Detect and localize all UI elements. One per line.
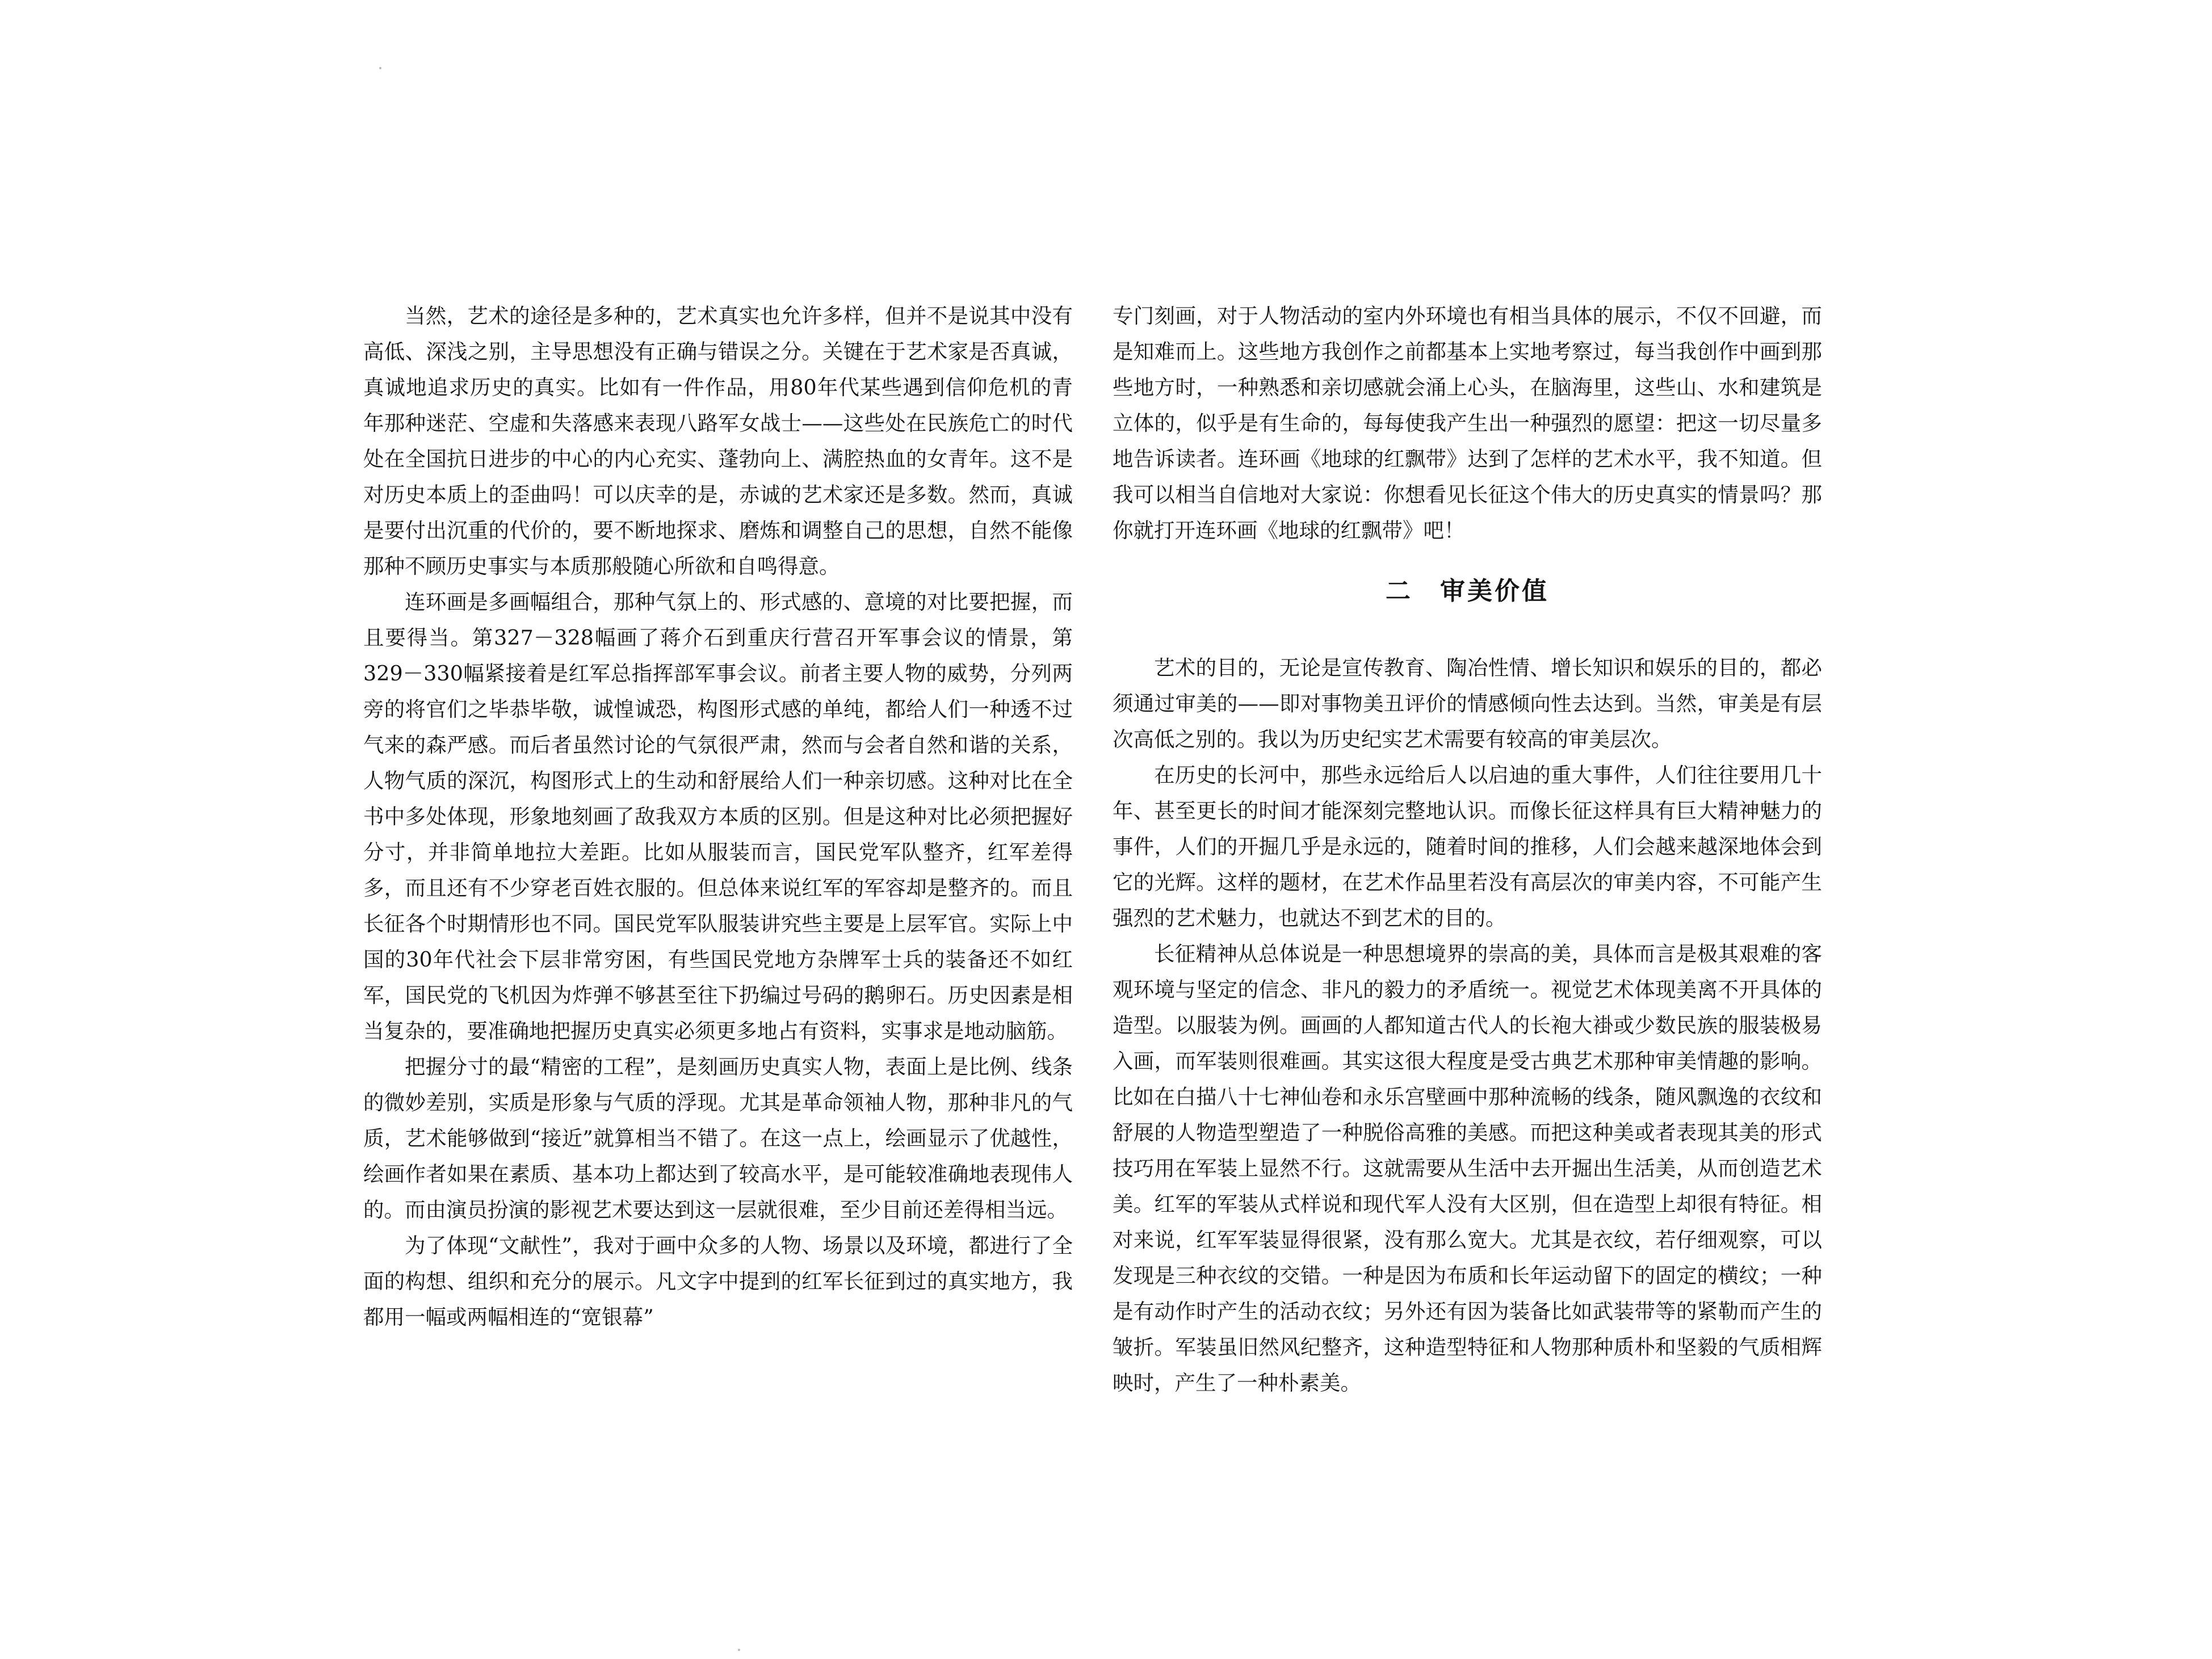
scan-speck-top — [379, 67, 381, 69]
scan-speck-bottom — [738, 1649, 740, 1651]
body-paragraph: 把握分寸的最“精密的工程”，是刻画历史真实人物，表面上是比例、线条的微妙差别，实质是形象与气质的浮现。尤其是革命领袖人物，那种非凡的气质，艺术能够做到“接近”就算相当不错了。在这一点上，绘画显示了优越性，绘画作者如果在素质、基本功上都达到了较高水平，是可能较准确地表现伟人的。而由演员扮演的影视艺术要达到这一层就很难，至少目前还差得相当远。 — [363, 1055, 1073, 1222]
body-paragraph: 连环画是多画幅组合，那种气氛上的、形式感的、意境的对比要把握，而且要得当。第327－328幅画了蒋介石到重庆行营召开军事会议的情景，第329－330幅紧接着是红军总指挥部军事会议。前者主要人物的威势，分列两旁的将官们之毕恭毕敬，诚惶诚恐，构图形式感的单纯，都给人们一种透不过气来的森严感。而后者虽然讨论的气氛很严肃，然而与会者自然和谐的关系，人物气质的深沉，构图形式上的生动和舒展给人们一种亲切感。这种对比在全书中多处体现，形象地刻画了敌我双方本质的区别。但是这种对比必须把握好分寸，并非简单地拉大差距。比如从服装而言，国民党军队整齐，红军差得多，而且还有不少穿老百姓衣服的。但总体来说红军的军容却是整齐的。而且长征各个时期情形也不同。国民党军队服装讲究些主要是上层军官。实际上中国的30年代社会下层非常穷困，有些国民党地方杂牌军士兵的装备还不如红军，国民党的飞机因为炸弹不够甚至往下扔编过号码的鹅卵石。历史因素是相当复杂的，要准确地把握历史真实必须更多地占有资料，实事求是地动脑筋。 — [363, 590, 1073, 1043]
right-column — [1113, 298, 1822, 1401]
section-heading: 二 审美价值 — [1386, 577, 1549, 606]
body-paragraph: 长征精神从总体说是一种思想境界的崇高的美，具体而言是极其艰难的客观环境与坚定的信念、非凡的毅力的矛盾统一。视觉艺术体现美离不开具体的造型。以服装为例。画画的人都知道古代人的长袍大褂或少数民族的服装极易入画，而军装则很难画。其实这很大程度是受古典艺术那种审美情趣的影响。比如在白描八十七神仙卷和永乐宫壁画中那种流畅的线条，随风飘逸的衣纹和舒展的人物造型塑造了一种脱俗高雅的美感。而把这种美或者表现其美的形式技巧用在军装上显然不行。这就需要从生活中去开掘出生活美，从而创造艺术美。红军的军装从式样说和现代军人没有大区别，但在造型上却很有特征。相对来说，红军军装显得很紧，没有那么宽大。尤其是衣纹，若仔细观察，可以发现是三种衣纹的交错。一种是因为布质和长年运动留下的固定的横纹；一种是有动作时产生的活动衣纹；另外还有因为装备比如武装带等的紧勒而产生的皱折。军装虽旧然风纪整齐，这种造型特征和人物那种质朴和坚毅的气质相辉映时，产生了一种朴素美。 — [1113, 942, 1822, 1395]
body-paragraph: 当然，艺术的途径是多种的，艺术真实也允许多样，但并不是说其中没有高低、深浅之别，主导思想没有正确与错误之分。关键在于艺术家是否真诚，真诚地追求历史的真实。比如有一件作品，用80年代某些遇到信仰危机的青年那种迷茫、空虚和失落感来表现八路军女战士——这些处在民族危亡的时代处在全国抗日进步的中心的内心充实、蓬勃向上、满腔热血的女青年。这不是对历史本质上的歪曲吗！可以庆幸的是，赤诚的艺术家还是多数。然而，真诚是要付出沉重的代价的，要不断地探求、磨炼和调整自己的思想，自然不能像那种不顾历史事实与本质那般随心所欲和自鸣得意。 — [363, 304, 1073, 578]
body-paragraph: 在历史的长河中，那些永远给后人以启迪的重大事件，人们往往要用几十年、甚至更长的时间才能深刻完整地认识。而像长征这样具有巨大精神魅力的事件，人们的开掘几乎是永远的，随着时间的推移，人们会越来越深地体会到它的光辉。这样的题材，在艺术作品里若没有高层次的审美内容，不可能产生强烈的艺术魅力，也就达不到艺术的目的。 — [1113, 763, 1822, 930]
left-column — [363, 298, 1073, 1335]
body-paragraph: 艺术的目的，无论是宣传教育、陶冶性情、增长知识和娱乐的目的，都必须通过审美的——即对事物美丑评价的情感倾向性去达到。当然，审美是有层次高低之别的。我以为历史纪实艺术需要有较高的审美层次。 — [1113, 656, 1822, 751]
continued-paragraph: 专门刻画，对于人物活动的室内外环境也有相当具体的展示，不仅不回避，而是知难而上。这些地方我创作之前都基本上实地考察过，每当我创作中画到那些地方时，一种熟悉和亲切感就会涌上心头，在脑海里，这些山、水和建筑是立体的，似乎是有生命的，每每使我产生出一种强烈的愿望：把这一切尽量多地告诉读者。连环画《地球的红飘带》达到了怎样的艺术水平，我不知道。但我可以相当自信地对大家说：你想看见长征这个伟大的历史真实的情景吗？那你就打开连环画《地球的红飘带》吧！ — [1113, 304, 1822, 543]
body-paragraph: 为了体现“文献性”，我对于画中众多的人物、场景以及环境，都进行了全面的构想、组织和充分的展示。凡文字中提到的红军长征到过的真实地方，我都用一幅或两幅相连的“宽银幕” — [363, 1233, 1073, 1329]
